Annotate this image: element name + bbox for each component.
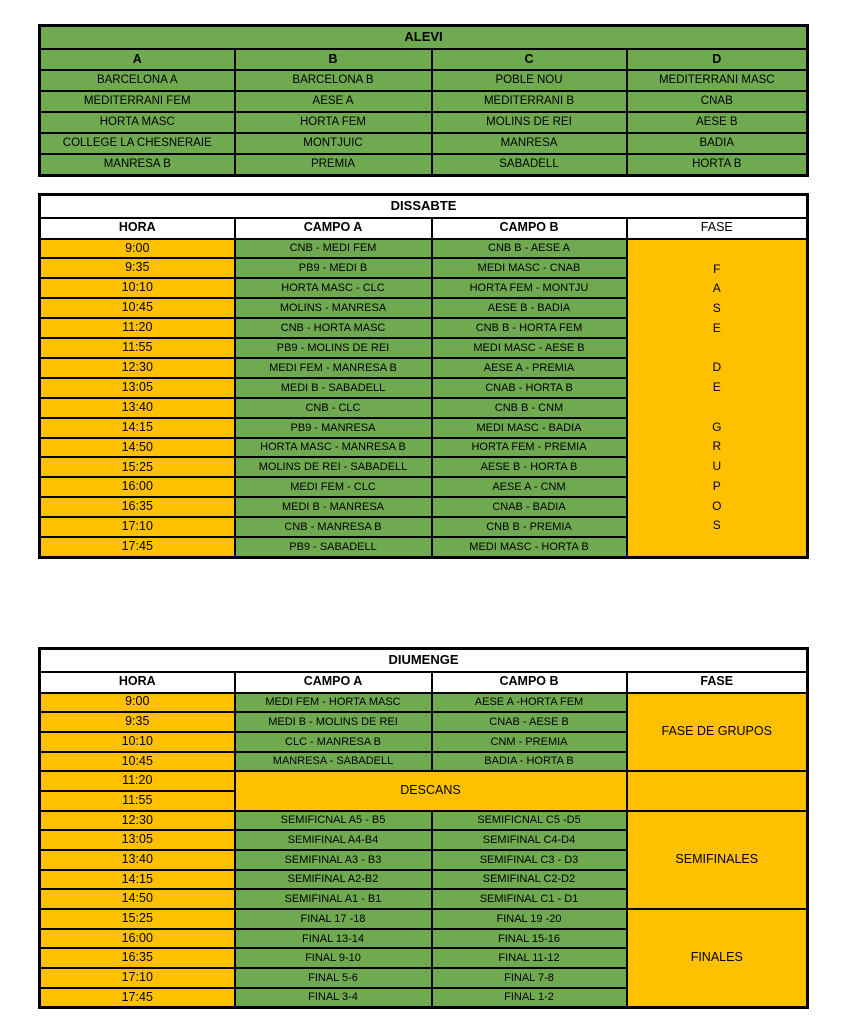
time-cell: 14:15 — [40, 418, 235, 438]
team-cell: BADIA — [627, 133, 808, 154]
match-cell: SEMIFINAL A3 - B3 — [235, 850, 432, 870]
time-cell: 16:00 — [40, 477, 235, 497]
time-cell: 10:45 — [40, 752, 235, 772]
table-row — [40, 239, 808, 259]
fase-semifinales-cell: SEMIFINALES — [627, 811, 808, 909]
time-cell: 12:30 — [40, 811, 235, 831]
fase-grupos-cell: FASE DE GRUPOS — [627, 693, 808, 772]
time-cell: 11:55 — [40, 338, 235, 358]
time-cell: 9:35 — [40, 258, 235, 278]
match-cell: SEMIFICNAL C5 -D5 — [432, 811, 627, 831]
match-cell: FINAL 9-10 — [235, 948, 432, 968]
match-cell: MEDI B - MOLINS DE REI — [235, 712, 432, 732]
time-cell: 15:25 — [40, 909, 235, 929]
match-cell: MEDI MASC - AESE B — [432, 338, 627, 358]
table-row — [40, 771, 808, 791]
fase-letter — [628, 240, 807, 260]
match-cell: MEDI MASC - CNAB — [432, 258, 627, 278]
fase-letter: G — [712, 419, 722, 434]
fase-finales-cell: FINALES — [627, 909, 808, 1007]
match-cell: CNB - HORTA MASC — [235, 318, 432, 338]
match-cell: CNAB - HORTA B — [432, 378, 627, 398]
match-cell: MEDI B - SABADELL — [235, 378, 432, 398]
spacer — [38, 559, 806, 647]
time-cell: 10:10 — [40, 732, 235, 752]
team-cell: MEDITERRANI MASC — [627, 70, 808, 91]
match-cell: MANRESA - SABADELL — [235, 752, 432, 772]
match-cell: CNB B - AESE A — [432, 239, 627, 259]
dissabte-title-row — [40, 194, 808, 218]
table-row — [40, 91, 808, 112]
match-cell: PB9 - MANRESA — [235, 418, 432, 438]
team-cell: CNAB — [627, 91, 808, 112]
match-cell: CNM - PREMIA — [432, 732, 627, 752]
fase-letter — [628, 398, 807, 418]
spacer — [38, 177, 806, 193]
team-cell: SABADELL — [432, 154, 627, 175]
time-cell: 17:10 — [40, 517, 235, 537]
time-cell: 9:35 — [40, 712, 235, 732]
time-cell: 17:10 — [40, 968, 235, 988]
match-cell: SEMIFINAL C4-D4 — [432, 830, 627, 850]
team-cell: MONTJUIC — [235, 133, 432, 154]
match-cell: FINAL 1-2 — [432, 988, 627, 1008]
time-cell: 17:45 — [40, 988, 235, 1008]
fase-letter: R — [712, 439, 722, 454]
match-cell: SEMIFICNAL A5 - B5 — [235, 811, 432, 831]
alevi-title-row — [40, 26, 808, 50]
time-cell: 9:00 — [40, 693, 235, 713]
match-cell: PB9 - MEDI B — [235, 258, 432, 278]
match-cell: BADIA - HORTA B — [432, 752, 627, 772]
diumenge-title: DIUMENGE — [40, 648, 808, 672]
match-cell: MOLINS - MANRESA — [235, 298, 432, 318]
match-cell: FINAL 11-12 — [432, 948, 627, 968]
alevi-title: ALEVI — [40, 26, 808, 50]
match-cell: FINAL 13-14 — [235, 929, 432, 949]
time-cell: 13:05 — [40, 830, 235, 850]
hora-header: HORA — [40, 672, 235, 693]
dissabte-title: DISSABTE — [40, 194, 808, 218]
team-cell: HORTA MASC — [40, 112, 235, 133]
match-cell: MEDI MASC - HORTA B — [432, 537, 627, 557]
fase-column-merged — [627, 239, 808, 558]
diumenge-title-row — [40, 648, 808, 672]
time-cell: 15:25 — [40, 457, 235, 477]
fase-header: FASE — [627, 218, 808, 239]
match-cell: SEMIFINAL A2-B2 — [235, 870, 432, 890]
match-cell: SEMIFINAL C3 - D3 — [432, 850, 627, 870]
time-cell: 13:40 — [40, 398, 235, 418]
fase-vertical-letters — [628, 240, 807, 556]
match-cell: SEMIFINAL C2-D2 — [432, 870, 627, 890]
table-row — [40, 112, 808, 133]
group-header-a: A — [40, 49, 235, 70]
fase-header: FASE — [627, 672, 808, 693]
match-cell: HORTA MASC - MANRESA B — [235, 438, 432, 458]
team-cell: MANRESA — [432, 133, 627, 154]
fase-letter — [628, 338, 807, 358]
match-cell: FINAL 7-8 — [432, 968, 627, 988]
match-cell: CNB - MEDI FEM — [235, 239, 432, 259]
fase-letter: A — [712, 281, 721, 296]
match-cell: MEDI FEM - CLC — [235, 477, 432, 497]
match-cell: FINAL 3-4 — [235, 988, 432, 1008]
team-cell: MANRESA B — [40, 154, 235, 175]
match-cell: MEDI FEM - MANRESA B — [235, 358, 432, 378]
time-cell: 12:30 — [40, 358, 235, 378]
match-cell: HORTA FEM - MONTJU — [432, 278, 627, 298]
fase-letter: F — [713, 261, 721, 276]
hora-header: HORA — [40, 218, 235, 239]
fase-letter: P — [712, 478, 721, 493]
match-cell: MOLINS DE REI - SABADELL — [235, 457, 432, 477]
match-cell: CNAB - AESE B — [432, 712, 627, 732]
match-cell: CLC - MANRESA B — [235, 732, 432, 752]
match-cell: PB9 - SABADELL — [235, 537, 432, 557]
time-cell: 14:50 — [40, 889, 235, 909]
campo-a-header: CAMPO A — [235, 672, 432, 693]
time-cell: 13:40 — [40, 850, 235, 870]
match-cell: AESE A -HORTA FEM — [432, 693, 627, 713]
alevi-groups-table — [38, 24, 809, 177]
match-cell: CNB B - HORTA FEM — [432, 318, 627, 338]
time-cell: 16:35 — [40, 497, 235, 517]
time-cell: 14:50 — [40, 438, 235, 458]
match-cell: AESE A - CNM — [432, 477, 627, 497]
team-cell: MEDITERRANI B — [432, 91, 627, 112]
match-cell: CNAB - BADIA — [432, 497, 627, 517]
match-cell: AESE B - BADIA — [432, 298, 627, 318]
match-cell: CNB B - CNM — [432, 398, 627, 418]
team-cell: PREMIA — [235, 154, 432, 175]
dissabte-schedule-table — [38, 193, 809, 559]
fase-letter: U — [712, 459, 722, 474]
match-cell: AESE B - HORTA B — [432, 457, 627, 477]
time-cell: 14:15 — [40, 870, 235, 890]
match-cell: MEDI FEM - HORTA MASC — [235, 693, 432, 713]
group-header-d: D — [627, 49, 808, 70]
time-cell: 10:45 — [40, 298, 235, 318]
match-cell: AESE A - PREMIA — [432, 358, 627, 378]
match-cell: HORTA FEM - PREMIA — [432, 438, 627, 458]
match-cell: CNB - CLC — [235, 398, 432, 418]
group-header-b: B — [235, 49, 432, 70]
table-row — [40, 133, 808, 154]
match-cell: FINAL 5-6 — [235, 968, 432, 988]
team-cell: BARCELONA B — [235, 70, 432, 91]
match-cell: SEMIFINAL A4-B4 — [235, 830, 432, 850]
fase-letter: O — [712, 498, 722, 513]
time-cell: 16:35 — [40, 948, 235, 968]
match-cell: MEDI B - MANRESA — [235, 497, 432, 517]
time-cell: 16:00 — [40, 929, 235, 949]
team-cell: MEDITERRANI FEM — [40, 91, 235, 112]
descans-cell: DESCANS — [235, 771, 627, 810]
time-cell: 11:20 — [40, 318, 235, 338]
match-cell: PB9 - MOLINS DE REI — [235, 338, 432, 358]
fase-letter: S — [712, 301, 721, 316]
team-cell: AESE A — [235, 91, 432, 112]
match-cell: FINAL 17 -18 — [235, 909, 432, 929]
time-cell: 9:00 — [40, 239, 235, 259]
campo-a-header: CAMPO A — [235, 218, 432, 239]
team-cell: AESE B — [627, 112, 808, 133]
fase-letter: S — [712, 518, 721, 533]
table-row — [40, 70, 808, 91]
team-cell: COLLEGE LA CHESNERAIE — [40, 133, 235, 154]
time-cell: 13:05 — [40, 378, 235, 398]
table-row — [40, 909, 808, 929]
fase-letter: E — [712, 380, 721, 395]
time-cell: 11:20 — [40, 771, 235, 791]
match-cell: HORTA MASC - CLC — [235, 278, 432, 298]
team-cell: POBLE NOU — [432, 70, 627, 91]
match-cell: CNB - MANRESA B — [235, 517, 432, 537]
diumenge-header-row — [40, 672, 808, 693]
campo-b-header: CAMPO B — [432, 672, 627, 693]
team-cell: BARCELONA A — [40, 70, 235, 91]
table-row — [40, 811, 808, 831]
group-header-c: C — [432, 49, 627, 70]
time-cell: 10:10 — [40, 278, 235, 298]
alevi-header-row — [40, 49, 808, 70]
time-cell: 11:55 — [40, 791, 235, 811]
dissabte-header-row — [40, 218, 808, 239]
match-cell: CNB B - PREMIA — [432, 517, 627, 537]
match-cell: FINAL 15-16 — [432, 929, 627, 949]
table-row — [40, 154, 808, 175]
campo-b-header: CAMPO B — [432, 218, 627, 239]
team-cell: MOLINS DE REI — [432, 112, 627, 133]
team-cell: HORTA B — [627, 154, 808, 175]
match-cell: FINAL 19 -20 — [432, 909, 627, 929]
diumenge-schedule-table — [38, 647, 809, 1010]
time-cell: 17:45 — [40, 537, 235, 557]
match-cell: MEDI MASC - BADIA — [432, 418, 627, 438]
team-cell: HORTA FEM — [235, 112, 432, 133]
match-cell: SEMIFINAL A1 - B1 — [235, 889, 432, 909]
table-row — [40, 693, 808, 713]
fase-letter: E — [712, 320, 721, 335]
fase-empty-cell — [627, 771, 808, 810]
match-cell: SEMIFINAL C1 - D1 — [432, 889, 627, 909]
fase-letter — [628, 536, 807, 556]
fase-letter: D — [712, 360, 722, 375]
